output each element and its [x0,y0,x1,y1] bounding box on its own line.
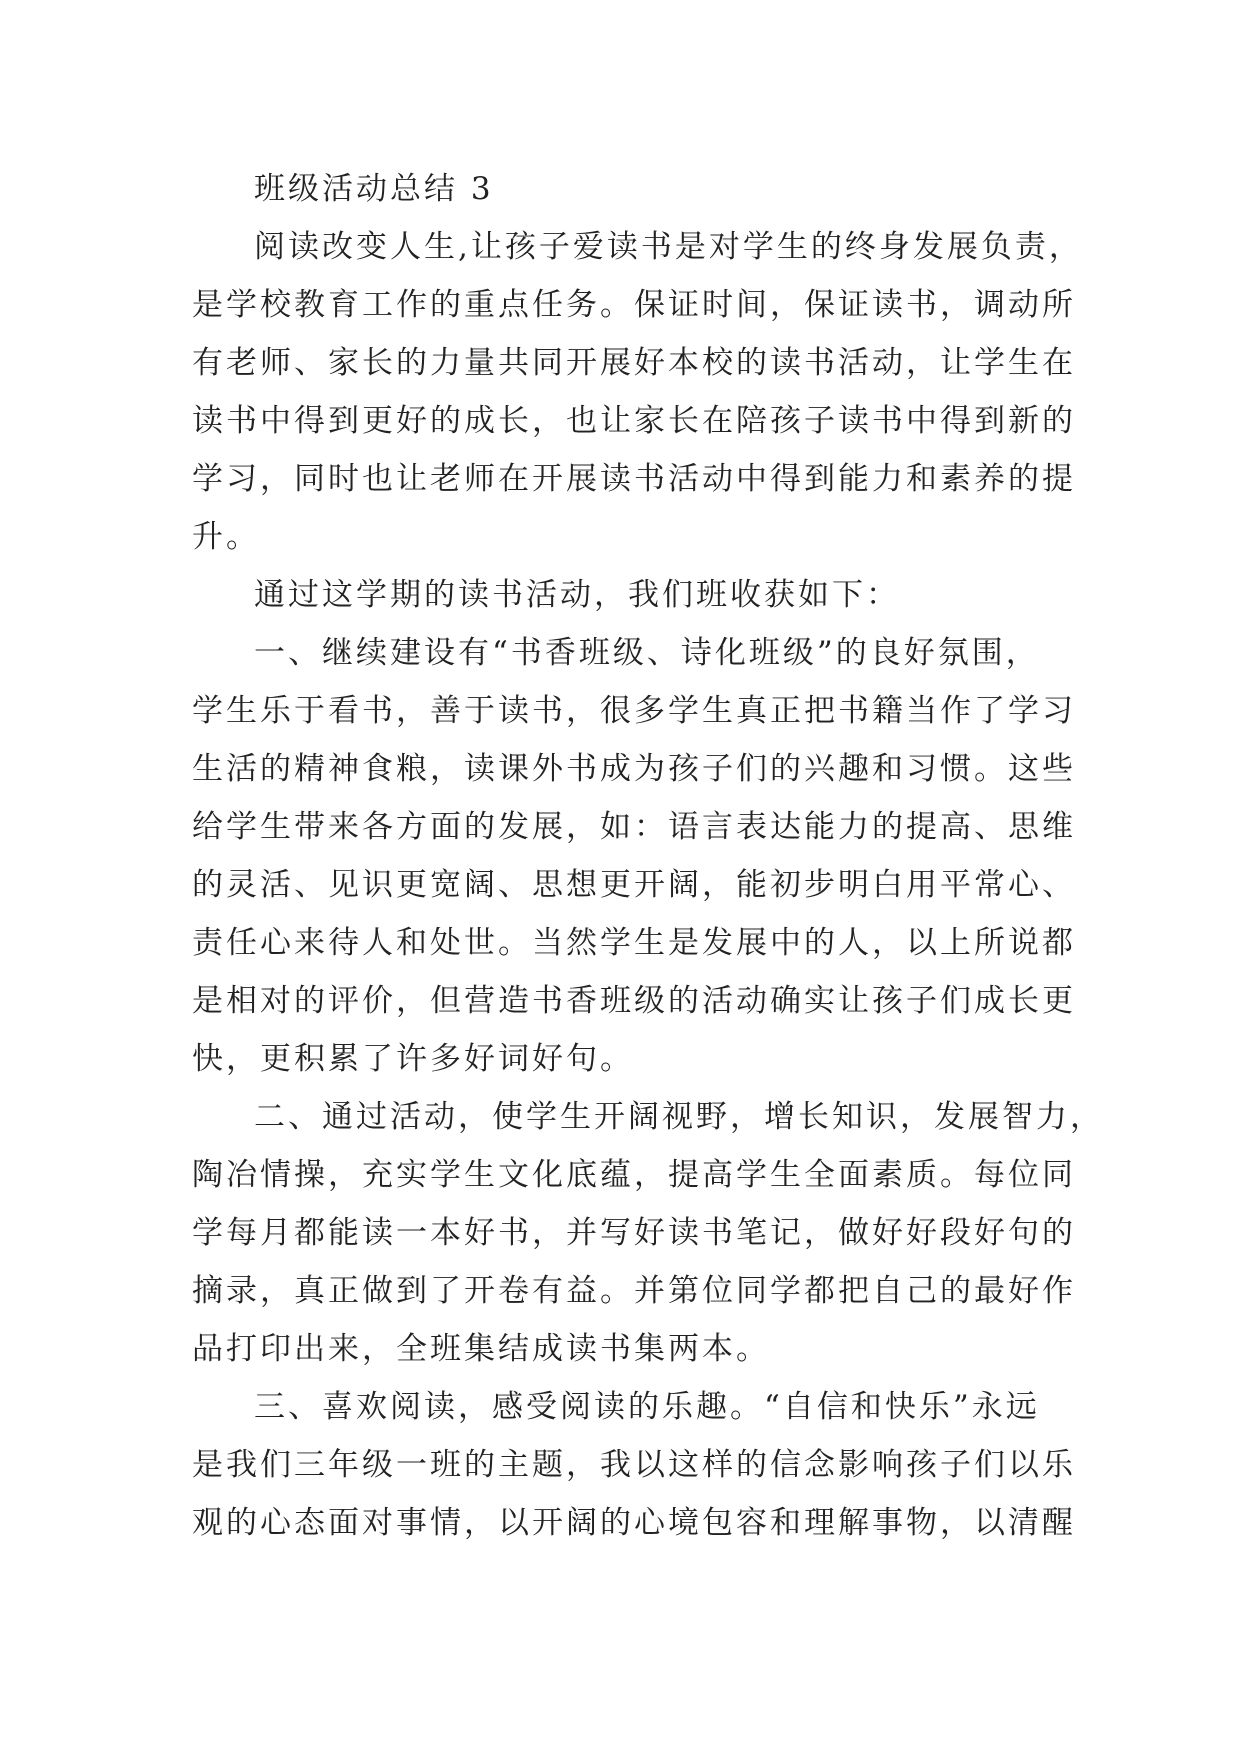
text-line: 摘录，真正做到了开卷有益。并第位同学都把自己的最好作 [192,1273,1076,1309]
paragraph-1 [192,218,1082,566]
text-line: 通过这学期的读书活动，我们班收获如下： [254,577,900,613]
text-line: 的灵活、见识更宽阔、思想更开阔，能初步明白用平常心、 [192,867,1076,903]
text-line: 陶冶情操，充实学生文化底蕴，提高学生全面素质。每位同 [192,1157,1076,1193]
text-line: 给学生带来各方面的发展，如：语言表达能力的提高、思维 [192,809,1076,845]
text-line: 品打印出来，全班集结成读书集两本。 [192,1331,770,1367]
document-heading: 班级活动总结 3 [254,171,494,207]
text-line: 是学校教育工作的重点任务。保证时间，保证读书，调动所 [192,287,1076,323]
text-line: 阅读改变人生,让孩子爱读书是对学生的终身发展负责， [254,229,1083,265]
paragraph-4 [192,1088,1104,1378]
paragraph-3 [192,624,1082,1088]
text-line: 一、继续建设有“书香班级、诗化班级”的良好氛围， [254,635,1040,671]
text-line: 学习，同时也让老师在开展读书活动中得到能力和素养的提 [192,461,1076,497]
text-line: 学每月都能读一本好书，并写好读书笔记，做好好段好句的 [192,1215,1076,1251]
paragraph-5 [192,1378,1082,1552]
document-body [192,160,1104,1552]
text-line: 有老师、家长的力量共同开展好本校的读书活动，让学生在 [192,345,1076,381]
text-line: 生活的精神食粮，读课外书成为孩子们的兴趣和习惯。这些 [192,751,1076,787]
text-line: 升。 [192,519,260,555]
text-line: 是相对的评价，但营造书香班级的活动确实让孩子们成长更 [192,983,1076,1019]
text-line: 是我们三年级一班的主题，我以这样的信念影响孩子们以乐 [192,1447,1076,1483]
text-line: 快，更积累了许多好词好句。 [192,1041,634,1077]
text-line: 学生乐于看书，善于读书，很多学生真正把书籍当作了学习 [192,693,1076,729]
text-line: 三、喜欢阅读，感受阅读的乐趣。“自信和快乐”永远 [254,1389,1040,1425]
paragraph-2 [192,566,1082,624]
text-line: 观的心态面对事情，以开阔的心境包容和理解事物，以清醒 [192,1505,1076,1541]
text-line: 读书中得到更好的成长，也让家长在陪孩子读书中得到新的 [192,403,1076,439]
text-line: 责任心来待人和处世。当然学生是发展中的人，以上所说都 [192,925,1076,961]
text-line: 二、通过活动，使学生开阔视野，增长知识，发展智力， [254,1099,1104,1135]
